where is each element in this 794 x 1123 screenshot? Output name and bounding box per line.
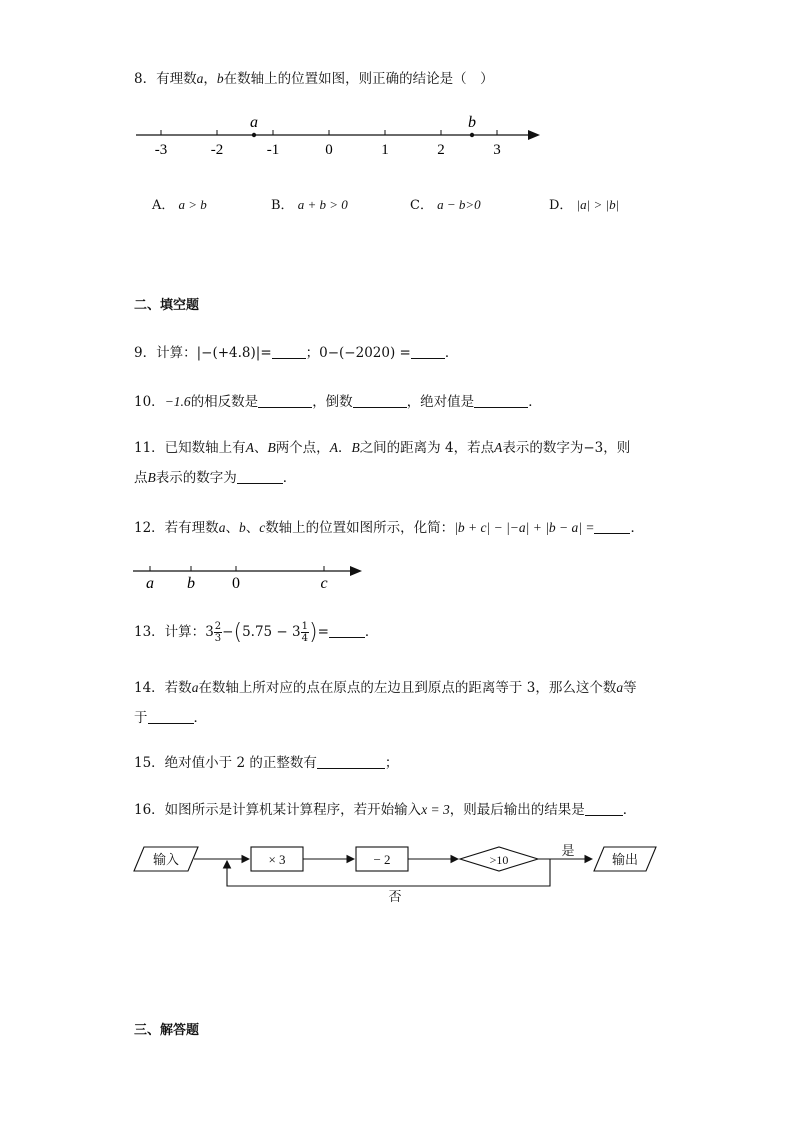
point-c-label: c (320, 575, 328, 592)
tick-label: -1 (266, 142, 280, 158)
q12-blank[interactable] (594, 521, 630, 534)
q16: 16．如图所示是计算机某计算程序，若开始输入x = 3，则最后输出的结果是 ． (134, 802, 637, 818)
flow-step2-label: − 2 (373, 852, 391, 867)
q9-blank-1[interactable] (272, 346, 306, 359)
q8-option-c[interactable]: C． a − b>0 (410, 197, 481, 213)
tick-label: -3 (154, 142, 168, 158)
q10: 10．−1.6的相反数是 ，倒数 ，绝对值是 ． (134, 394, 542, 410)
point-b-label: b (187, 575, 195, 592)
q10-blank-3[interactable] (474, 395, 528, 408)
tick-label: 0 (325, 142, 333, 158)
q8-option-a[interactable]: A． a > b (152, 197, 207, 213)
section-heading-fill-in: 二、填空题 (134, 298, 200, 313)
q8-option-b[interactable]: B． a + b > 0 (271, 197, 348, 213)
point-a-label: a (146, 575, 154, 592)
q9: 9．计算：|−(+4.8)|= ；0−(−2020) = ． (134, 345, 459, 361)
q13-blank[interactable] (329, 625, 365, 638)
q9-blank-2[interactable] (411, 346, 445, 359)
q10-blank-2[interactable] (353, 395, 407, 408)
fraction-1-4: $\frac{1}{4}$ (301, 621, 308, 644)
q16-blank[interactable] (585, 803, 623, 816)
flow-output-label: 输出 (611, 852, 639, 867)
tick-label: -2 (210, 142, 224, 158)
q11-blank[interactable] (237, 471, 283, 484)
axis-arrow (528, 130, 540, 140)
q14-blank[interactable] (148, 711, 194, 724)
q11-line-1: 11．已知数轴上有A、B两个点，A．B之间的距离为 4，若点A表示的数字为−3，则 (134, 440, 631, 456)
q15-blank[interactable] (317, 756, 385, 769)
q16-flowchart (130, 838, 660, 908)
q12-number-line (130, 558, 370, 594)
flow-no-label: 否 (388, 889, 402, 904)
flow-step1-label: × 3 (268, 852, 286, 867)
flow-condition-label: >10 (489, 853, 509, 867)
q8-option-d[interactable]: D． |a| > |b| (549, 197, 620, 213)
flow-yes-label: 是 (561, 843, 575, 858)
q14-line-2: 于 ． (134, 710, 207, 726)
axis-arrow (350, 566, 362, 576)
q8-number-line (130, 110, 550, 160)
q10-blank-1[interactable] (258, 395, 312, 408)
q15: 15．绝对值小于 2 的正整数有 ； (134, 755, 399, 771)
section-heading-solve: 三、解答题 (134, 1023, 200, 1038)
q12: 12．若有理数a、b、c数轴上的位置如图所示，化简：|b + c| − |−a| + |b − a| = ． (134, 520, 644, 536)
tick-label: 1 (381, 142, 389, 158)
point-b (470, 133, 474, 137)
tick-label: 2 (437, 142, 445, 158)
flow-input-label: 输入 (152, 852, 180, 867)
q11-line-2: 点B表示的数字为 ． (134, 470, 297, 486)
q8-stem: 8．有理数a，b在数轴上的位置如图，则正确的结论是（ ） (134, 71, 494, 87)
zero-label: 0 (232, 575, 240, 592)
q13: 13．计算：3 $\frac{2}{3}$ −(5.75 − 3 $\frac{1}{4}$ )= ． (134, 620, 379, 645)
tick-label: 3 (493, 142, 501, 158)
q14-line-1: 14．若数a在数轴上所对应的点在原点的左边且到原点的距离等于 3，那么这个数a等 (134, 680, 637, 696)
point-a (252, 133, 256, 137)
point-b-label: b (468, 114, 476, 131)
point-a-label: a (250, 114, 258, 131)
fraction-2-3: $\frac{2}{3}$ (214, 621, 222, 644)
